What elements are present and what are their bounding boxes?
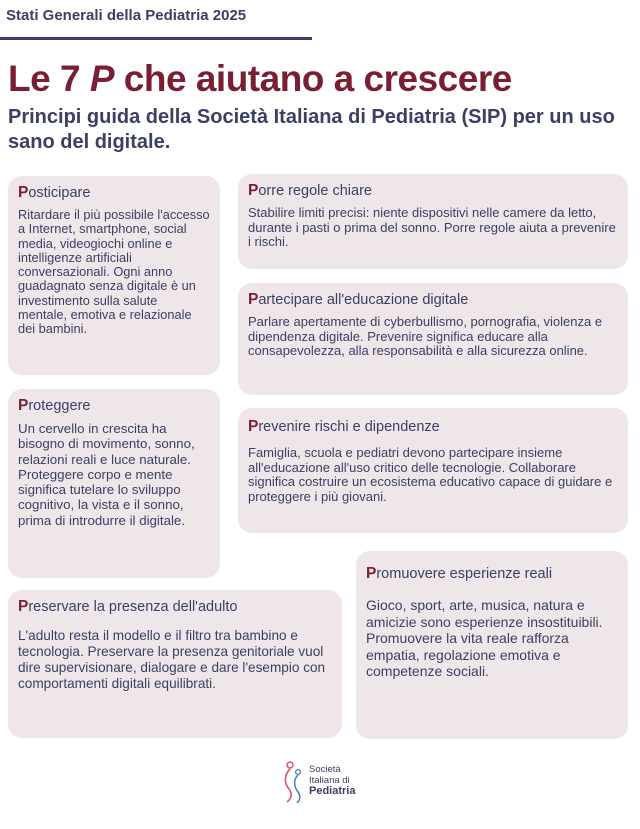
card-promuovere (356, 551, 628, 739)
page-subtitle: Principi guida della Società Italiana di Pediatria (SIP) per un uso sano del digitale. (8, 106, 615, 153)
card-body: Un cervello in crescita ha bisogno di movimento, sonno, relazioni reali e luce naturale. Proteggere corpo e mente significa tutelare lo sviluppo cognitivo, la vista e il sonno, prima di introdurre il digitale. (18, 421, 195, 528)
card-prevenire (238, 408, 628, 533)
title-p-letter: P (89, 58, 115, 99)
sip-logo-icon (281, 759, 307, 803)
card-title (248, 291, 618, 309)
card-title-rest: osticipare (28, 185, 91, 201)
card-title (366, 565, 618, 583)
card-porre-regole (238, 174, 628, 269)
card-initial: P (18, 184, 29, 201)
card-initial: P (18, 598, 29, 615)
card-preservare-presenza (8, 590, 342, 738)
sip-logo (281, 759, 371, 803)
card-title-rest: artecipare all'educazione digitale (258, 292, 469, 308)
card-title (248, 418, 618, 436)
card-initial: P (366, 565, 377, 582)
card-body: L'adulto resta il modello e il filtro tra bambino e tecnologia. Preservare la presenza genitoriale vuol dire supervisionare, dialogare e dare l'esempio con comportamenti digitali equilibrati. (18, 628, 326, 691)
card-initial: P (18, 397, 29, 414)
header-divider (0, 37, 312, 40)
card-body: Stabilire limiti precisi: niente dispositivi nelle camere da letto, durante i pasti o prima del sonno. Porre regole aiuta a prevenire i rischi. (248, 205, 616, 250)
card-title-rest: revenire rischi e dipendenze (258, 419, 440, 435)
card-partecipare (238, 283, 628, 395)
page-title (8, 58, 512, 100)
logo-line-3: Pediatria (309, 785, 356, 797)
logo-line-1: Società (309, 764, 341, 775)
event-year: 2025 (212, 7, 247, 24)
card-body: Gioco, sport, arte, musica, natura e amicizie sono esperienze insostituibili. Promuovere la vita reale rafforza empatia, regolazione emotiva e competenze sociali. (366, 597, 603, 679)
card-title (18, 397, 210, 415)
card-title-rest: orre regole chiare (258, 183, 372, 199)
event-name (6, 7, 246, 24)
header-bar (0, 0, 640, 40)
event-title: Stati Generali della Pediatria (6, 7, 209, 24)
card-body: Famiglia, scuola e pediatri devono partecipare insieme all'educazione all'uso critico delle tecnologie. Collaborare significa costruire un ecosistema educativo capace di guidare e proteggere i più giovani. (248, 445, 613, 504)
card-title (248, 182, 618, 200)
sip-logo-text (309, 765, 355, 797)
card-title-rest: romuovere esperienze reali (376, 566, 553, 582)
card-title (18, 598, 332, 616)
card-title-rest: reservare la presenza dell'adulto (28, 599, 238, 615)
card-body: Ritardare il più possibile l'accesso a Internet, smartphone, social media, videogiochi online e intelligenze artificiali conversazionali. Ogni anno guadagnato senza digitale è un investimento sulla salute mentale, emotiva e relazionale dei bambini. (18, 207, 210, 337)
logo-line-2: Italiana di (309, 774, 350, 786)
title-part-1: Le 7 (8, 58, 90, 99)
card-posticipare (8, 176, 220, 375)
card-proteggere (8, 389, 220, 578)
card-title (18, 184, 210, 202)
card-title-rest: roteggere (28, 398, 91, 414)
card-initial: P (248, 418, 259, 435)
card-body: Parlare apertamente di cyberbullismo, pornografia, violenza e dipendenza digitale. Prevenire significa educare alla consapevolezza, alla responsabilità e alla sicurezza online. (248, 314, 603, 359)
title-part-2: che aiutano a crescere (114, 58, 512, 99)
card-initial: P (248, 291, 259, 308)
card-initial: P (248, 182, 259, 199)
